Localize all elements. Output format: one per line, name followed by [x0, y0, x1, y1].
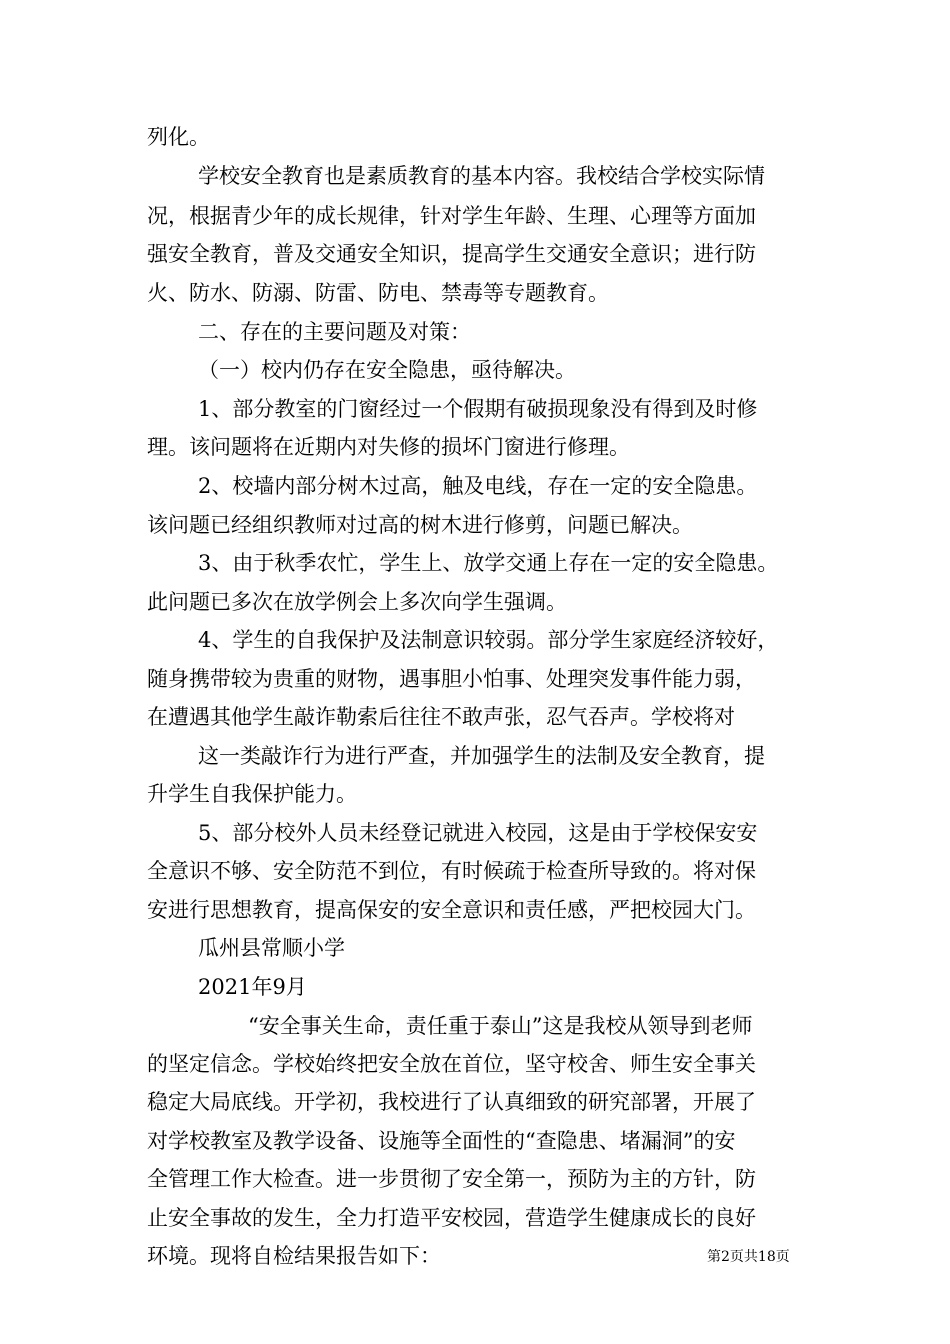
paragraph-line: 全管理工作大检查。进一步贯彻了安全第一，预防为主的方针，防 [147, 1167, 756, 1191]
paragraph-line: 况，根据青少年的成长规律，针对学生年龄、生理、心理等方面加 [147, 204, 756, 228]
paragraph-line: 该问题已经组织教师对过高的树木进行修剪，问题已解决。 [147, 513, 693, 537]
paragraph-line: 全意识不够、安全防范不到位，有时候疏于检查所导致的。将对保 [147, 859, 756, 883]
school-signature: 瓜州县常顺小学 [198, 936, 345, 960]
paragraph-line: 对学校教室及教学设备、设施等全面性的“查隐患、堵漏洞”的安 [147, 1129, 736, 1153]
paragraph-line: 安进行思想教育，提高保安的安全意识和责任感，严把校园大门。 [147, 898, 756, 922]
paragraph-line: 火、防水、防溺、防雷、防电、禁毒等专题教育。 [147, 281, 609, 305]
paragraph-line: 4、学生的自我保护及法制意识较弱。部分学生家庭经济较好， [198, 628, 779, 652]
paragraph-line: 这一类敲诈行为进行严查，并加强学生的法制及安全教育，提 [198, 744, 765, 768]
paragraph-line: 在遭遇其他学生敲诈勒索后往往不敢声张，忍气吞声。学校将对 [147, 705, 735, 729]
paragraph-line: 环境。现将自检结果报告如下： [147, 1244, 441, 1268]
paragraph-line: 列化。 [147, 125, 210, 149]
paragraph-line: 随身携带较为贵重的财物，遇事胆小怕事、处理突发事件能力弱， [147, 667, 756, 691]
paragraph-line: 1、部分教室的门窗经过一个假期有破损现象没有得到及时修 [198, 397, 758, 421]
paragraph-line: 此问题已多次在放学例会上多次向学生强调。 [147, 590, 567, 614]
paragraph-line: 理。该问题将在近期内对失修的损坏门窗进行修理。 [147, 435, 630, 459]
footer-middle: 页共 [729, 1249, 758, 1265]
footer-suffix: 页 [775, 1249, 790, 1265]
page-footer [707, 1248, 790, 1266]
total-page-count: 18 [757, 1249, 776, 1265]
paragraph-line: 的坚定信念。学校始终把安全放在首位，坚守校舍、师生安全事关 [147, 1052, 756, 1076]
paragraph-line: “安全事关生命，责任重于泰山”这是我校从领导到老师 [248, 1014, 753, 1038]
paragraph-line: 3、由于秋季农忙，学生上、放学交通上存在一定的安全隐患。 [198, 551, 779, 575]
document-date: 2021年9月 [198, 975, 307, 999]
current-page-number: 2 [721, 1249, 730, 1265]
footer-prefix: 第 [707, 1249, 721, 1265]
paragraph-line: 强安全教育，普及交通安全知识，提高学生交通安全意识；进行防 [147, 242, 756, 266]
paragraph-line: 2、校墙内部分树木过高，触及电线，存在一定的安全隐患。 [198, 474, 758, 498]
subsection-heading: （一）校内仍存在安全隐患，亟待解决。 [198, 358, 576, 382]
paragraph-line: 稳定大局底线。开学初，我校进行了认真细致的研究部署，开展了 [147, 1090, 756, 1114]
section-heading: 二、存在的主要问题及对策： [198, 320, 471, 344]
paragraph-line: 止安全事故的发生，全力打造平安校园，营造学生健康成长的良好 [147, 1206, 756, 1230]
paragraph-line: 学校安全教育也是素质教育的基本内容。我校结合学校实际情 [198, 164, 765, 188]
paragraph-line: 5、部分校外人员未经登记就进入校园，这是由于学校保安安 [198, 821, 758, 845]
paragraph-line: 升学生自我保护能力。 [147, 782, 357, 806]
